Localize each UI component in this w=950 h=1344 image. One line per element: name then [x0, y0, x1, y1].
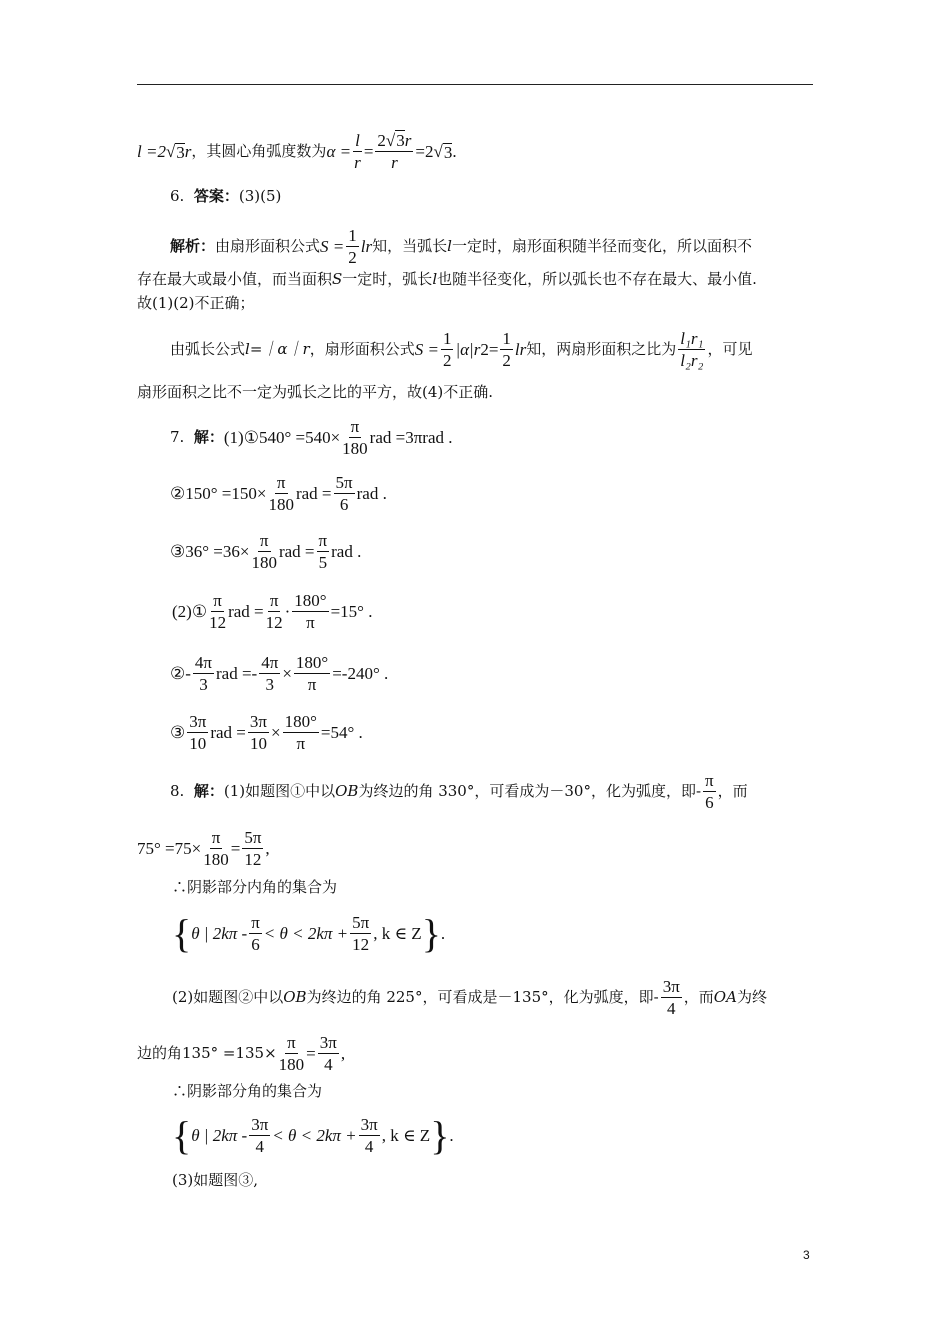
q8-OB-2: OB — [283, 988, 307, 1006]
q8-OB: OB — [335, 782, 359, 800]
eq-sign: = — [363, 142, 374, 161]
q8-p4c: 为终边的角 225°，可看成是－135°，化为弧度，即- — [306, 988, 659, 1006]
q6-text-1: 由扇形面积公式 — [215, 237, 321, 255]
q6-text-8: 由弧长公式 — [170, 340, 246, 358]
q8-p5c: , — [340, 1044, 346, 1063]
q6-text-12: 扇形面积之比不一定为弧长之比的平方，故(4)不正确. — [137, 383, 494, 401]
q7-r2b: rad = — [295, 484, 332, 503]
sqrt-3: 3 — [176, 142, 185, 162]
q7-r4b: rad = — [228, 602, 264, 621]
sqrt-3-result: 3 — [443, 142, 453, 162]
q8-p5b: = — [306, 1044, 316, 1063]
q7-r4a: (2)① — [172, 602, 208, 621]
q7-frac-8: $\frac{180^\circ}{\pi}$ — [294, 591, 327, 632]
frac-half-2: $\frac{1}{2}$ — [442, 329, 452, 370]
q7-frac-6: $\frac{\pi}{12}$ — [209, 591, 227, 632]
q8-s2c: , k ∈ Z — [381, 1126, 431, 1145]
result-2: =2 — [415, 142, 434, 161]
q6-text-3: 一定时，扇形面积随半径而变化，所以面积不 — [451, 237, 752, 255]
q7-r5b: rad =- — [216, 664, 258, 683]
q8-title: 解： — [193, 782, 224, 800]
q8-frac-1: $\frac{\pi}{6}$ — [705, 771, 714, 812]
q8-line1 — [170, 772, 748, 811]
q7-r4d: =15° . — [330, 602, 373, 621]
q8-p1c: 为终边的角 330°，可看成为－30°，化为弧度，即- — [358, 782, 702, 800]
q7-frac-9: $\frac{4\pi}{3}$ — [194, 653, 212, 694]
q6-analysis-line3 — [137, 296, 255, 311]
q7-title: 解： — [193, 428, 224, 446]
q8-p2c: , — [265, 839, 270, 858]
q8-frac-6: $\frac{3\pi}{4}$ — [662, 977, 680, 1018]
q7-number: 7. — [170, 428, 185, 446]
q8-line3 — [172, 880, 337, 895]
q7-line6 — [170, 713, 363, 752]
q6-S: S — [332, 270, 343, 288]
q8-p4: (2)如题图②中以 — [172, 988, 284, 1006]
q7-line2 — [170, 474, 387, 513]
q7-r4c: · — [284, 602, 291, 621]
q6-lr: lr — [360, 237, 373, 256]
q8-s1d: . — [440, 924, 446, 943]
q8-frac-9: $\frac{3\pi}{4}$ — [251, 1115, 269, 1156]
q7-frac-10: $\frac{4\pi}{3}$ — [261, 653, 279, 694]
q8-number: 8. — [170, 782, 185, 800]
brace-open-2: { — [172, 1112, 192, 1158]
q8-frac-4: $\frac{\pi}{6}$ — [251, 913, 260, 954]
q6-S-eq2: S = — [414, 340, 439, 359]
q8-p7: (3)如题图③, — [172, 1171, 259, 1189]
q8-line7 — [172, 1173, 258, 1188]
q6-eq: = — [488, 340, 499, 359]
q7-line1 — [170, 418, 453, 457]
q7-r6b: rad = — [210, 723, 246, 742]
q8-s1c: , k ∈ Z — [373, 924, 422, 943]
brace-close: } — [421, 910, 441, 956]
q7-r2c: rad . — [356, 484, 387, 503]
frac-half-3: $\frac{1}{2}$ — [502, 329, 511, 370]
q8-p2b: = — [230, 839, 241, 858]
q6-text-11: ，可见 — [707, 340, 753, 358]
q7-frac-7: $\frac{\pi}{12}$ — [265, 591, 283, 632]
page-number: 3 — [803, 1248, 810, 1262]
q7-r6c: × — [270, 723, 281, 742]
q8-set-1 — [172, 910, 446, 956]
q7-frac-11: $\frac{180^\circ}{\pi}$ — [295, 653, 329, 694]
q8-p4d: ，而 — [683, 988, 714, 1006]
brace-open: { — [172, 910, 192, 956]
q8-frac-2: $\frac{\pi}{180}$ — [203, 828, 229, 869]
q6-analysis-line5 — [137, 385, 493, 400]
q8-p5a: 边的角135° =135× — [137, 1044, 277, 1062]
q6-number: 6. — [170, 187, 185, 205]
q7-r3c: rad . — [331, 542, 362, 561]
q6-alpha-r: |α|r — [455, 340, 481, 359]
q7-r6d: =54° . — [320, 723, 363, 742]
q7-line4 — [172, 592, 372, 631]
q7-r5a: ②- — [170, 664, 191, 683]
q8-s2d: . — [449, 1126, 454, 1145]
var-r: r — [184, 142, 192, 161]
q6-analysis-line4 — [170, 330, 752, 369]
q7-r3a: ③36° =36× — [170, 542, 250, 561]
q6-S-eq: S = — [320, 237, 345, 256]
q8-s2b: < θ < 2kπ + — [272, 1126, 357, 1145]
alpha-eq: α = — [326, 142, 352, 161]
q7-frac-2: $\frac{\pi}{180}$ — [268, 473, 294, 514]
frac-ratio: $\frac{\text{l₁r₁}}{\text{l₂r₂}}$ — [680, 329, 704, 370]
frac-half: $\frac{1}{2}$ — [348, 226, 357, 267]
q6-l: l — [447, 237, 452, 255]
q7-frac-12: $\frac{3\pi}{10}$ — [189, 712, 207, 753]
q6-l2: l — [432, 270, 438, 288]
q7-r5d: =-240° . — [332, 664, 389, 683]
q7-frac-13: $\frac{3\pi}{10}$ — [249, 712, 267, 753]
q6-text-10: 知，两扇形面积之比为 — [526, 340, 677, 358]
q6-title: 答案： — [193, 187, 239, 205]
q7-r1a: (1)①540° =540× — [223, 428, 341, 447]
q7-r2a: ②150° =150× — [170, 484, 267, 503]
q8-p2a: 75° =75× — [137, 839, 202, 858]
q6-text-9: ，扇形面积公式 — [309, 340, 415, 358]
q8-line4 — [172, 978, 767, 1017]
q6-text-2: 知，当弧长 — [372, 237, 448, 255]
q7-r5c: × — [282, 664, 292, 683]
q8-frac-8: $\frac{3\pi}{4}$ — [319, 1033, 337, 1074]
q7-r1b: rad =3πrad . — [369, 428, 453, 447]
q8-set-2 — [172, 1112, 454, 1158]
q8-frac-10: $\frac{3\pi}{4}$ — [360, 1115, 378, 1156]
q6-jiexi: 解析： — [170, 237, 216, 255]
q7-frac-3: $\frac{5\pi}{6}$ — [335, 473, 353, 514]
q8-line2 — [137, 829, 270, 868]
brace-close-2: } — [430, 1112, 450, 1158]
q8-s1b: < θ < 2kπ + — [263, 924, 349, 943]
q6-text-5: 一定时，弧长 — [342, 270, 433, 288]
q7-frac-5: $\frac{\pi}{5}$ — [318, 531, 328, 572]
text-central-angle: ，其圆心角弧度数为 — [191, 142, 327, 160]
q8-s1a: θ | 2kπ - — [191, 924, 248, 943]
q7-r3b: rad = — [278, 542, 315, 561]
q7-frac-14: $\frac{180^\circ}{\pi}$ — [284, 712, 317, 753]
q7-frac-4: $\frac{\pi}{180}$ — [251, 531, 277, 572]
q7-line3 — [170, 532, 361, 571]
q6-header — [170, 189, 281, 204]
q8-frac-3: $\frac{5\pi}{12}$ — [244, 828, 262, 869]
q6-analysis-line1 — [170, 227, 752, 266]
q8-line5 — [137, 1034, 345, 1073]
q6-analysis-line2 — [137, 272, 757, 287]
q6-answer: (3)(5) — [238, 187, 282, 205]
header-rule — [137, 84, 813, 85]
q8-p1: (1)如题图①中以 — [223, 782, 336, 800]
formula-l: l =2 — [137, 142, 166, 161]
q8-p1d: ，而 — [717, 782, 748, 800]
q8-p6: ∴阴影部分角的集合为 — [172, 1082, 323, 1100]
q7-r6a: ③ — [170, 723, 186, 742]
q6-text-4: 存在最大或最小值，而当面积 — [137, 270, 333, 288]
q8-line6 — [172, 1084, 322, 1099]
q6-lr2: lr — [514, 340, 527, 359]
frac-2sqrt3r-over-r: $\frac{2√3r}{r}$ — [377, 131, 412, 172]
q8-p3: ∴阴影部分内角的集合为 — [172, 878, 338, 896]
q6-sup-2: 2 — [480, 340, 489, 359]
q8-p4f: 为终 — [736, 988, 767, 1006]
q8-frac-5: $\frac{5\pi}{12}$ — [352, 913, 370, 954]
q6-arc-formula: l=｜α｜r — [245, 340, 310, 358]
q7-frac-1: $\frac{\pi}{180}$ — [342, 417, 368, 458]
q8-frac-7: $\frac{\pi}{180}$ — [278, 1033, 305, 1074]
q8-OA: OA — [713, 988, 737, 1006]
q7-line5 — [170, 654, 388, 693]
frac-l-over-r: $\frac{l}{r}$ — [354, 131, 361, 172]
q6-text-7: 故(1)(2)不正确； — [137, 294, 255, 312]
period: . — [452, 142, 457, 161]
q6-text-6: 也随半径变化，所以弧长也不存在最大、最小值. — [437, 270, 757, 288]
line-arc-length: l =2 √ 3 r ，其圆心角弧度数为 α = $\frac{l}{r}$ = $\frac{2√3r}{r}$ =2 √ 3 . — [137, 131, 457, 172]
q8-s2a: θ | 2kπ - — [191, 1126, 248, 1145]
